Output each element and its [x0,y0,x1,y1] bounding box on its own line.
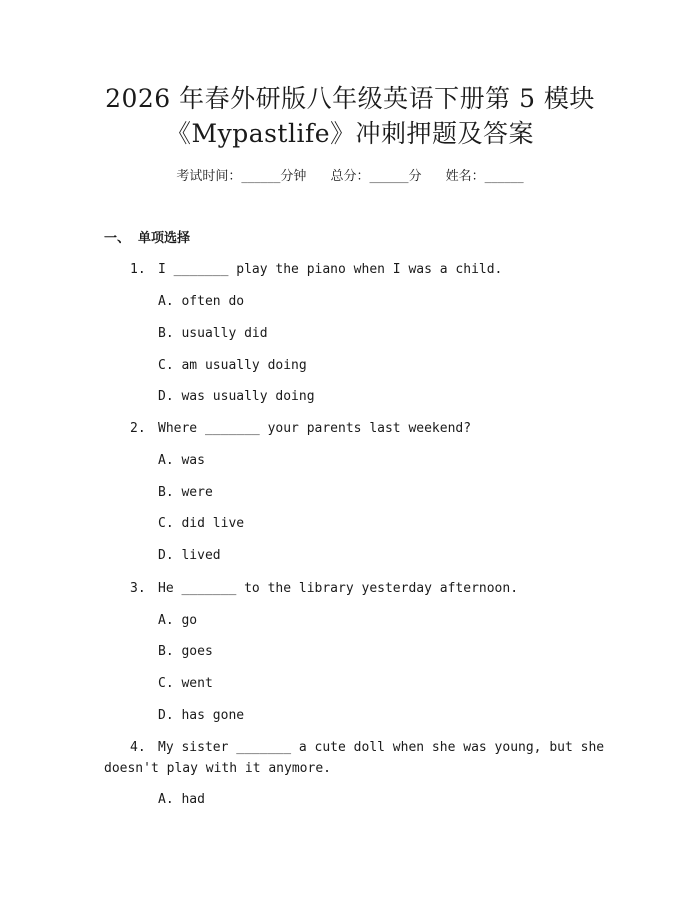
question-1-text: I _______ play the piano when I was a child. [158,262,503,277]
question-3-option-a: A. go [158,613,198,628]
exam-name: 姓名：______ [445,169,524,184]
exam-meta [0,168,700,186]
question-3-option-d: D. has gone [158,708,245,723]
question-4-option-a: A. had [158,792,205,807]
question-1-option-b: B. usually did [158,326,268,341]
question-2-number: 2. [130,421,146,436]
question-2-option-c: C. did live [158,516,245,531]
section-title: 单项选择 [138,231,191,246]
question-1-option-d: D. was usually doing [158,389,315,404]
question-3-option-b: B. goes [158,644,213,659]
question-3-text: He _______ to the library yesterday afternoon. [158,581,519,596]
section-number: 一、 [104,231,131,246]
question-2-option-d: D. lived [158,548,221,563]
question-1-number: 1. [130,262,146,277]
question-2-option-b: B. were [158,485,213,500]
question-4-number: 4. [130,740,146,755]
question-1-option-c: C. am usually doing [158,358,307,373]
question-4-text: My sister _______ a cute doll when she was young, but she [158,740,605,755]
section-heading [104,230,190,248]
exam-time: 考试时间：______分钟 [176,169,307,184]
title-line-1: 2026 年春外研版八年级英语下册第 5 模块 [105,84,595,113]
question-3-option-c: C. went [158,676,213,691]
title-line-2: 《Mypastlife》冲刺押题及答案 [165,119,535,148]
exam-score: 总分：______分 [330,169,422,184]
question-3-number: 3. [130,581,146,596]
question-2-option-a: A. was [158,453,205,468]
question-1-option-a: A. often do [158,294,245,309]
question-2-text: Where _______ your parents last weekend? [158,421,472,436]
question-4-text-continued: doesn't play with it anymore. [104,761,331,776]
